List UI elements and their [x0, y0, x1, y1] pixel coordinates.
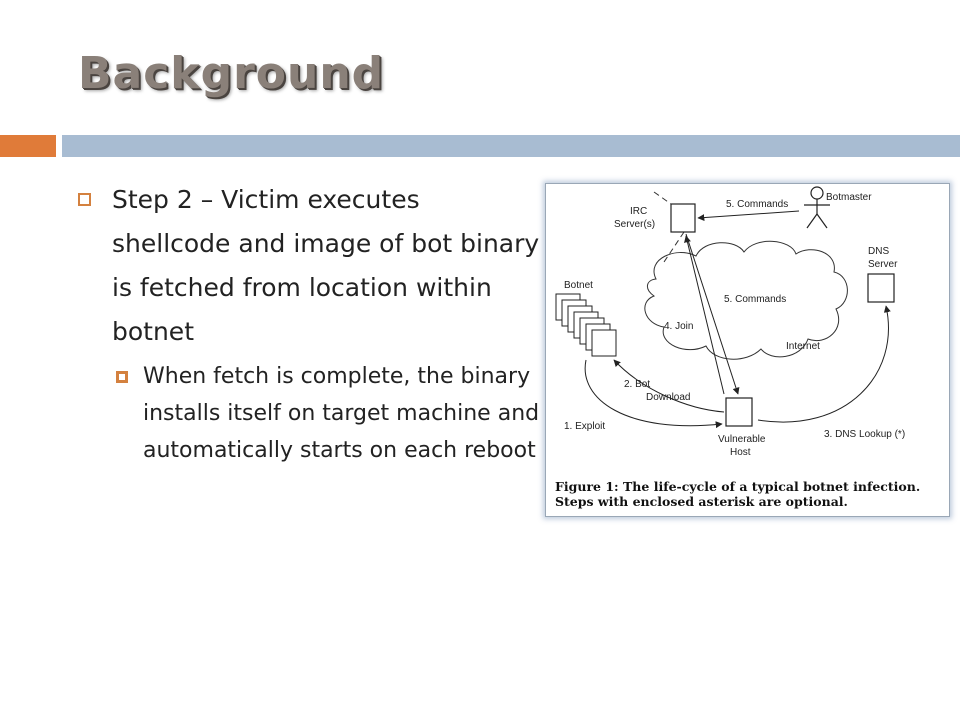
- exploit-label: 1. Exploit: [564, 421, 606, 432]
- irc-server-label-line2: Server(s): [614, 219, 656, 230]
- accent-bar: [0, 135, 56, 157]
- bullet-level2: [70, 358, 540, 469]
- bot-download-label-line2: Download: [646, 392, 691, 403]
- dns-server-label-line2: Server: [868, 259, 898, 270]
- irc-dashed-line-left: [654, 192, 671, 204]
- figure-caption: Figure 1: The life-cycle of a typical botnet infection. Steps with enclosed asterisk are optional.: [555, 479, 921, 509]
- irc-server-box: [671, 204, 695, 232]
- bullet-level2-text: When fetch is complete, the binary installs itself on target machine and automatically starts on each reboot: [143, 364, 540, 463]
- botnet-label: Botnet: [564, 280, 593, 291]
- botnet-diagram: [546, 184, 949, 479]
- join-arrow: [686, 236, 724, 394]
- filled-square-bullet-icon: [116, 371, 128, 383]
- botnet-lifecycle-figure: [545, 183, 950, 517]
- irc-dashed-line-down: [664, 232, 684, 262]
- internet-label: Internet: [786, 341, 820, 352]
- commands-arrow-top: [698, 211, 799, 218]
- commands-label-top: 5. Commands: [726, 199, 789, 210]
- botmaster-label: Botmaster: [826, 192, 872, 203]
- botnet-stack: [556, 294, 616, 356]
- dns-lookup-arrow: [758, 306, 888, 422]
- dns-server-label-line1: DNS: [868, 246, 890, 257]
- title-band: [62, 135, 960, 157]
- bullet-level1: [70, 178, 540, 354]
- dns-lookup-label: 3. DNS Lookup (*): [824, 429, 906, 440]
- hollow-square-bullet-icon: [78, 193, 91, 206]
- vulnerable-host-label-line1: Vulnerable: [718, 434, 766, 445]
- commands-label-middle: 5. Commands: [724, 294, 787, 305]
- slide-title: Background: [78, 48, 385, 99]
- vulnerable-host-box: [726, 398, 752, 426]
- irc-server-label-line1: IRC: [630, 206, 648, 217]
- bullet-level1-text: Step 2 – Victim executes shellcode and image of bot binary is fetched from location within botnet: [112, 185, 540, 346]
- dns-server-box: [868, 274, 894, 302]
- join-label: 4. Join: [664, 321, 694, 332]
- commands-arrow-middle: [686, 234, 738, 394]
- bot-download-label-line1: 2. Bot: [624, 379, 651, 390]
- bullet-list: [70, 178, 540, 469]
- vulnerable-host-label-line2: Host: [730, 447, 751, 458]
